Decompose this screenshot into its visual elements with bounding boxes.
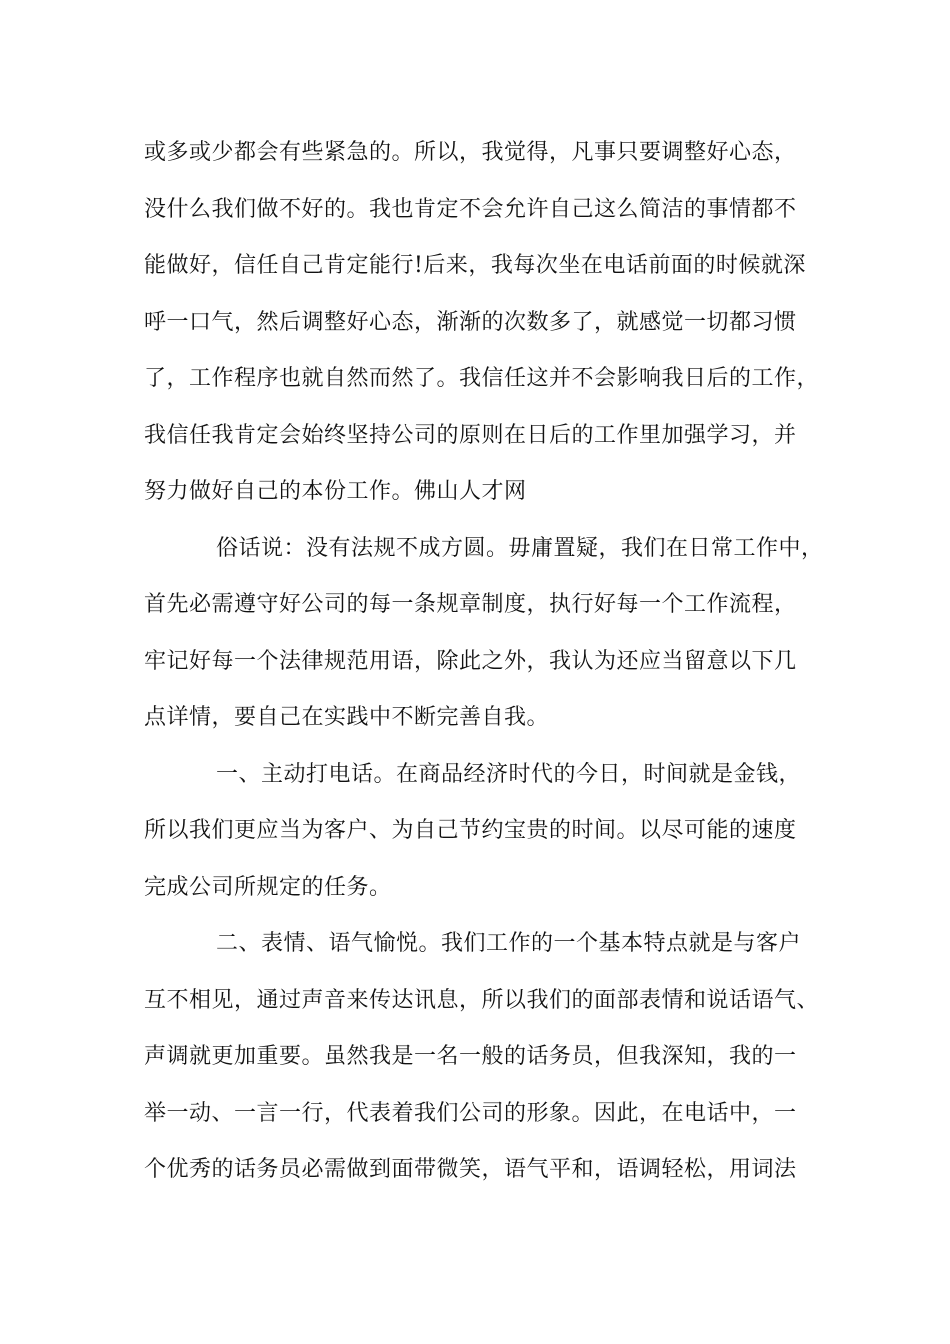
text-line-17: 声调就更加重要。虽然我是一名一般的话务员，但我深知，我的一 — [144, 1044, 797, 1069]
text-line-4: 呼一口气，然后调整好心态，渐渐的次数多了，就感觉一切都习惯 — [144, 309, 797, 335]
text-line-12: 一、主动打电话。在商品经济时代的今日，时间就是金钱， — [216, 761, 802, 787]
text-line-5: 了，工作程序也就自然而然了。我信任这并不会影响我日后的工作， — [144, 366, 820, 391]
text-line-3: 能做好，信任自己肯定能行!后来，我每次坐在电话前面的时候就深 — [144, 253, 806, 278]
body-text — [144, 125, 824, 1199]
text-line-18: 举一动、一言一行，代表着我们公司的形象。因此，在电话中，一 — [144, 1100, 797, 1126]
text-line-10: 牢记好每一个法律规范用语，除此之外，我认为还应当留意以下几 — [144, 648, 797, 674]
text-line-6: 我信任我肯定会始终坚持公司的原则在日后的工作里加强学习，并 — [144, 422, 797, 448]
text-line-16: 互不相见，通过声音来传达讯息，所以我们的面部表情和说话语气、 — [144, 987, 820, 1013]
text-line-19: 个优秀的话务员必需做到面带微笑，语气平和，语调轻松，用词法 — [144, 1157, 797, 1182]
text-line-8: 俗话说：没有法规不成方圆。毋庸置疑，我们在日常工作中， — [216, 535, 824, 561]
text-line-15: 二、表情、语气愉悦。我们工作的一个基本特点就是与客户 — [216, 931, 802, 956]
text-line-9: 首先必需遵守好公司的每一条规章制度，执行好每一个工作流程， — [144, 592, 797, 617]
text-line-7: 努力做好自己的本份工作。佛山人才网 — [144, 479, 527, 504]
text-line-13: 所以我们更应当为客户、为自己节约宝贵的时间。以尽可能的速度 — [144, 818, 797, 843]
text-line-11: 点详情，要自己在实践中不断完善自我。 — [144, 705, 550, 730]
text-line-14: 完成公司所规定的任务。 — [144, 874, 392, 900]
text-line-2: 没什么我们做不好的。我也肯定不会允许自己这么简洁的事情都不 — [144, 196, 797, 222]
text-line-1: 或多或少都会有些紧急的。所以，我觉得，凡事只要调整好心态， — [144, 140, 797, 165]
